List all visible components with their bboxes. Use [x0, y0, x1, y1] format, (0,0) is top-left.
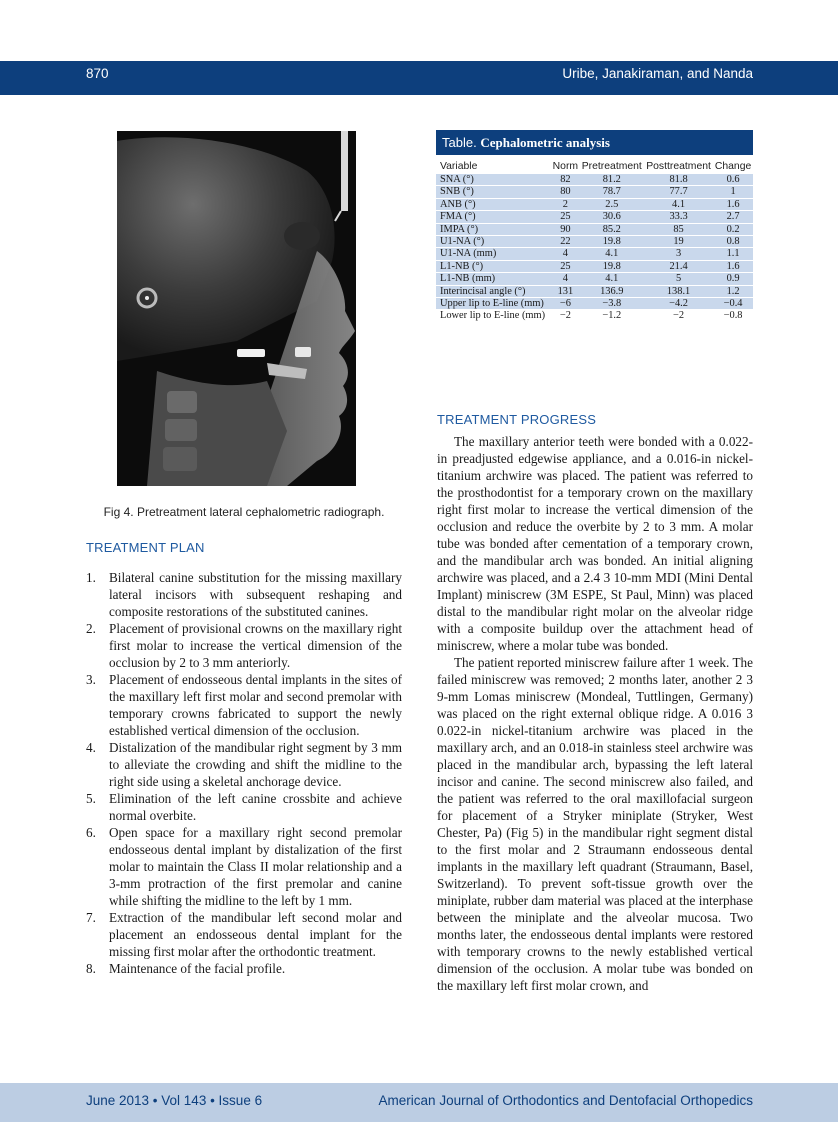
data-table — [436, 161, 753, 323]
table-cell: 25 — [551, 260, 579, 272]
list-item-number: 7. — [86, 910, 96, 925]
list-item-number: 4. — [86, 740, 96, 755]
table-cell: 2.7 — [713, 211, 753, 223]
table-cell: −0.4 — [713, 298, 753, 310]
table-cell: Lower lip to E-line (mm) — [436, 310, 551, 322]
journal-name: American Journal of Orthodontics and Dentofacial Orthopedics — [378, 1093, 753, 1108]
cephalometric-table — [436, 130, 753, 323]
list-item-text: Elimination of the left canine crossbite and achieve normal overbite. — [109, 791, 402, 823]
table-cell: 136.9 — [580, 285, 644, 297]
table-row — [436, 186, 753, 198]
list-item — [86, 909, 402, 960]
table-cell: 22 — [551, 236, 579, 248]
column-header: Posttreatment — [646, 161, 711, 172]
list-item-text: Bilateral canine substitution for the missing maxillary lateral incisors with subsequent reshaping and composite restorations of the substituted canines. — [109, 570, 402, 619]
table-cell: 0.2 — [713, 223, 753, 235]
treatment-plan-list — [86, 569, 402, 977]
table-cell: 0.9 — [713, 273, 753, 285]
paragraph: The patient reported miniscrew failure after 1 week. The failed miniscrew was removed; 2 months later, another 2 3 9-mm Lomas miniscrew (Mondeal, Tuttlingen, Germany) was placed on the right external oblique ridge. A 0.016 3 0.022-in nickel-titanium archwire was placed in the maxillary arch, and an 0.018-in stainless steel archwire was placed in the mandibular arch, bypassing the left lateral incisor and canine. The second miniscrew also failed, and the patient was referred to the oral maxillofacial surgeon for placement of a Stryker miniplate (Stryker, West Chester, Pa) (Fig 5) in the mandibular right segment distal to the first molar and 2 Straumann endosseous dental implants in the maxillary left quadrant (Straumann, Basel, Switzerland). To prevent soft-tissue growth over the miniplate, rubber dam material was placed at the interphase between the miniplate and the alveolar mucosa. Two months later, the endosseous dental implants were restored with temporary crowns to the newly established vertical dimension of the occlusion. A molar tube was bonded on the maxillary left first molar crown, and — [437, 655, 753, 993]
table-cell: 19.8 — [580, 236, 644, 248]
table-cell: L1-NB (mm) — [436, 273, 551, 285]
table-cell: −6 — [551, 298, 579, 310]
figure-caption: Fig 4. Pretreatment lateral cephalometric radiograph. — [103, 505, 385, 519]
table-row — [436, 223, 753, 235]
list-item — [86, 671, 402, 739]
list-item — [86, 739, 402, 790]
table-cell: 4.1 — [644, 198, 713, 210]
page-number: 870 — [86, 66, 109, 81]
table-row — [436, 310, 753, 322]
table-cell: 0.6 — [713, 174, 753, 186]
table-row — [436, 273, 753, 285]
cephalometric-radiograph — [117, 131, 356, 486]
table-row — [436, 236, 753, 248]
list-item-text: Placement of provisional crowns on the maxillary right first molar to increase the vertical dimension of the occlusion by 2 to 3 mm anteriorly. — [109, 621, 402, 670]
list-item-text: Placement of endosseous dental implants in the sites of the maxillary left first molar and second premolar with temporary crowns fabricated to support the newly established vertical dimension of the occlusion. — [109, 672, 402, 738]
table-cell: −1.2 — [580, 310, 644, 322]
table-cell: −4.2 — [644, 298, 713, 310]
table-row — [436, 174, 753, 186]
table-cell: 4.1 — [580, 273, 644, 285]
table-cell: 19.8 — [580, 260, 644, 272]
column-header: Variable — [440, 161, 478, 172]
table-cell: −3.8 — [580, 298, 644, 310]
list-item-text: Distalization of the mandibular right segment by 3 mm to alleviate the crowding and shift the midline to the right side using a skeletal anchorage device. — [109, 740, 402, 789]
list-item — [86, 790, 402, 824]
table-header-row — [436, 161, 753, 174]
table-row — [436, 198, 753, 210]
table-cell: 1.2 — [713, 285, 753, 297]
list-item-text: Extraction of the mandibular left second molar and placement an endosseous dental implant for the missing first molar after the orthodontic treatment. — [109, 910, 402, 959]
table-cell: 1.1 — [713, 248, 753, 260]
table-cell: FMA (°) — [436, 211, 551, 223]
table-cell: 3 — [644, 248, 713, 260]
table-row — [436, 298, 753, 310]
table-cell: 138.1 — [644, 285, 713, 297]
table-row — [436, 285, 753, 297]
table-cell: SNA (°) — [436, 174, 551, 186]
table-cell: SNB (°) — [436, 186, 551, 198]
table-cell: 4 — [551, 273, 579, 285]
table-title: Cephalometric analysis — [480, 135, 610, 150]
list-item-number: 2. — [86, 621, 96, 636]
issue-info: June 2013 • Vol 143 • Issue 6 — [86, 1093, 263, 1108]
table-cell: 81.8 — [644, 174, 713, 186]
column-header: Change — [714, 161, 752, 172]
table-cell: −0.8 — [713, 310, 753, 322]
table-cell: 4 — [551, 248, 579, 260]
table-cell: 4.1 — [580, 248, 644, 260]
table-cell: 1.6 — [713, 198, 753, 210]
table-cell: 90 — [551, 223, 579, 235]
list-item — [86, 569, 402, 620]
list-item-number: 5. — [86, 791, 96, 806]
table-cell: 1 — [713, 186, 753, 198]
column-header: Norm — [552, 161, 579, 172]
table-cell: −2 — [551, 310, 579, 322]
table-label: Table. — [442, 135, 477, 150]
treatment-progress-heading: TREATMENT PROGRESS — [437, 412, 597, 427]
table-cell: −2 — [644, 310, 713, 322]
table-cell: ANB (°) — [436, 198, 551, 210]
table-cell: 30.6 — [580, 211, 644, 223]
table-cell: 21.4 — [644, 260, 713, 272]
list-item — [86, 960, 402, 977]
running-authors: Uribe, Janakiraman, and Nanda — [562, 66, 753, 81]
table-cell: 80 — [551, 186, 579, 198]
treatment-plan-heading: TREATMENT PLAN — [86, 540, 205, 555]
table-cell: 19 — [644, 236, 713, 248]
column-header: Pretreatment — [581, 161, 642, 172]
table-cell: 2.5 — [580, 198, 644, 210]
list-item — [86, 824, 402, 909]
table-cell: U1-NA (°) — [436, 236, 551, 248]
list-item-text: Open space for a maxillary right second premolar endosseous dental implant by distalization of the first molar to maintain the Class II molar relationship and a 3-mm protraction of the first premolar and canine while shifting the midline to the left by 1 mm. — [109, 825, 402, 908]
list-item-number: 6. — [86, 825, 96, 840]
table-row — [436, 211, 753, 223]
table-row — [436, 260, 753, 272]
table-cell: 25 — [551, 211, 579, 223]
table-cell: 5 — [644, 273, 713, 285]
table-cell: 0.8 — [713, 236, 753, 248]
table-cell: 82 — [551, 174, 579, 186]
table-cell: 85.2 — [580, 223, 644, 235]
treatment-progress-body — [437, 433, 753, 994]
table-cell: IMPA (°) — [436, 223, 551, 235]
running-footer — [0, 1083, 838, 1122]
table-cell: 33.3 — [644, 211, 713, 223]
table-cell: U1-NA (mm) — [436, 248, 551, 260]
table-cell: L1-NB (°) — [436, 260, 551, 272]
table-cell: 2 — [551, 198, 579, 210]
paragraph: The maxillary anterior teeth were bonded with a 0.022-in preadjusted edgewise appliance, and a 0.016-in nickel-titanium archwire was placed. The patient was referred to the prosthodontist for a temporary crown on the maxillary right first molar to increase the vertical dimension of the occlusion and reduce the overbite by 2 to 3 mm. A molar tube was bonded after cementation of a temporary crown, and the mandibular arch was bonded. An initial aligning archwire was placed, and a 2.4 3 10-mm MDI (Mini Dental Implant) miniscrew (3M ESPE, St Paul, Minn) was placed distal to the mandibular right molar on the alveolar ridge with a composite buildup over the attachment head of miniscrew, where a molar tube was bonded. — [437, 434, 753, 653]
table-row — [436, 248, 753, 260]
list-item-text: Maintenance of the facial profile. — [109, 961, 286, 976]
list-item-number: 3. — [86, 672, 96, 687]
table-cell: 1.6 — [713, 260, 753, 272]
list-item-number: 8. — [86, 961, 96, 976]
table-title-bar — [436, 130, 753, 155]
table-cell: Interincisal angle (°) — [436, 285, 551, 297]
table-cell: Upper lip to E-line (mm) — [436, 298, 551, 310]
table-cell: 131 — [551, 285, 579, 297]
list-item-number: 1. — [86, 570, 96, 585]
running-header — [0, 61, 838, 95]
list-item — [86, 620, 402, 671]
table-cell: 81.2 — [580, 174, 644, 186]
table-cell: 77.7 — [644, 186, 713, 198]
table-cell: 78.7 — [580, 186, 644, 198]
table-cell: 85 — [644, 223, 713, 235]
